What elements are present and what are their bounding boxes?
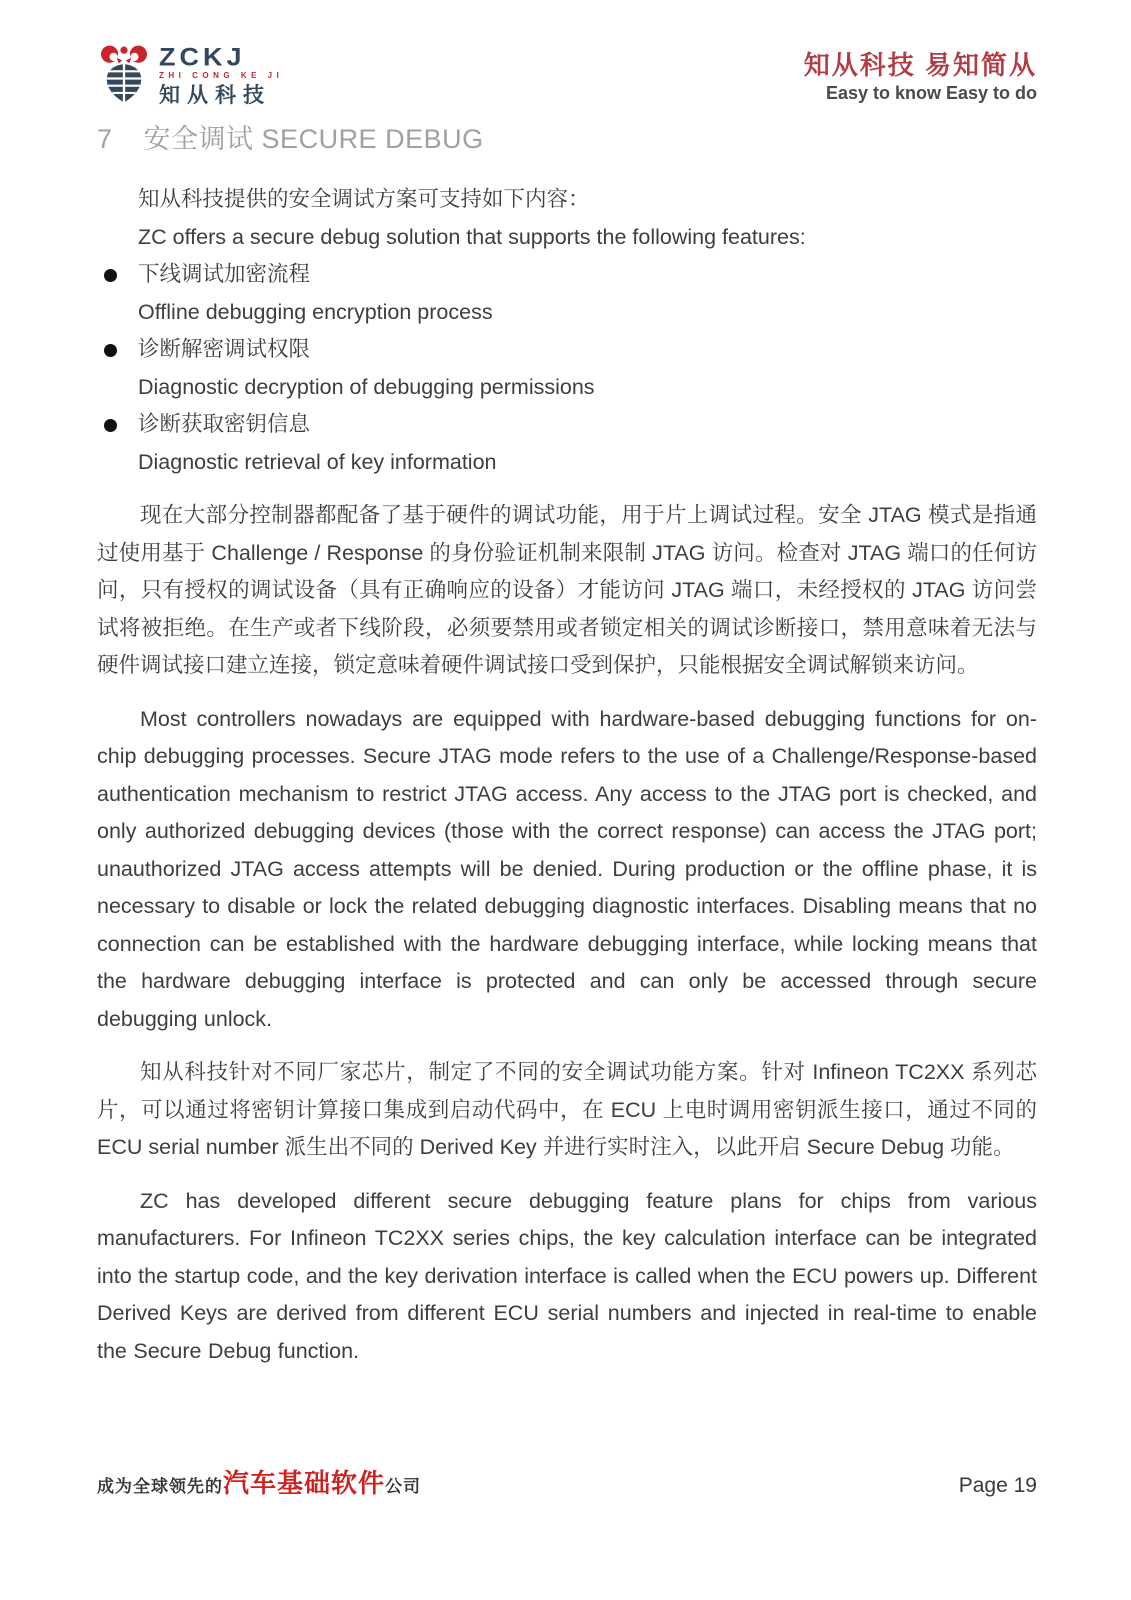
bullet-dot-icon bbox=[104, 344, 117, 357]
paragraph-en-chip-plans: ZC has developed different secure debugging feature plans for chips from various manufacturers. For Infineon TC2XX series chips, the key calculation interface can be integrated into the startup code, and the key derivation interface is called when the ECU powers up. Different Derived Keys are derived from different ECU serial numbers and injected in real-time to enable the Secure Debug function. bbox=[97, 1188, 1037, 1363]
footer-slogan-suffix: 公司 bbox=[385, 1477, 422, 1496]
page-footer bbox=[97, 1463, 1037, 1500]
intro-line-cn: 知从科技提供的安全调试方案可支持如下内容： bbox=[138, 187, 590, 211]
bullet-en: Diagnostic decryption of debugging permissions bbox=[138, 374, 595, 399]
bullet-cn: 诊断解密调试权限 bbox=[138, 337, 311, 361]
footer-slogan bbox=[97, 1463, 421, 1500]
section-heading bbox=[97, 123, 1037, 155]
footer-slogan-highlight: 汽车基础软件 bbox=[223, 1468, 386, 1498]
paragraph-cn-jtag: 现在大部分控制器都配备了基于硬件的调试功能，用于片上调试过程。安全 JTAG 模式是指通过使用基于 Challenge / Response 的身份验证机制来限制 JTAG 访问。检查对 JTAG 端口的任何访问，只有授权的调试设备（具有正确响应的设备）才能访问 JTAG 端口，未经授权的 JTAG 访问尝试将被拒绝。在生产或者下线阶段，必须要禁用或者锁定相关的调试诊断接口，禁用意味着无法与硬件调试接口建立连接，锁定意味着硬件调试接口受到保护，只能根据安全调试解锁来访问。 bbox=[97, 503, 1037, 677]
bullet-en: Offline debugging encryption process bbox=[138, 299, 493, 324]
page-header bbox=[97, 44, 1037, 109]
section-number: 7 bbox=[97, 124, 113, 154]
company-logo bbox=[97, 44, 283, 109]
logo-text bbox=[159, 44, 283, 109]
bullet-dot-icon bbox=[104, 269, 117, 282]
document-body bbox=[97, 181, 1037, 1370]
bullet-cn: 诊断获取密钥信息 bbox=[138, 412, 311, 436]
bullet-item bbox=[97, 256, 1037, 331]
intro-line-en: ZC offers a secure debug solution that supports the following features: bbox=[138, 224, 806, 249]
bullet-item bbox=[97, 331, 1037, 406]
bullet-item bbox=[97, 406, 1037, 481]
header-slogan-en: Easy to know Easy to do bbox=[825, 83, 1037, 103]
bullet-cn: 下线调试加密流程 bbox=[138, 262, 311, 286]
page-number: Page 19 bbox=[958, 1474, 1037, 1497]
zckj-beetle-emblem-icon bbox=[97, 44, 151, 104]
bullet-en: Diagnostic retrieval of key information bbox=[138, 449, 497, 474]
header-slogan bbox=[804, 44, 1037, 104]
footer-slogan-prefix: 成为全球领先的 bbox=[97, 1477, 223, 1496]
bullet-dot-icon bbox=[104, 419, 117, 432]
logo-wordmark-sub: ZHI CONG KE JI bbox=[159, 71, 284, 80]
paragraph-cn-chip-plans: 知从科技针对不同厂家芯片，制定了不同的安全调试功能方案。针对 Infineon TC2XX 系列芯片，可以通过将密钥计算接口集成到启动代码中，在 ECU 上电时调用密钥派生接口，通过不同的 ECU serial number 派生出不同的 Derived Key 并进行实时注入，以此开启 Secure Debug 功能。 bbox=[97, 1060, 1037, 1159]
header-slogan-cn: 知从科技 易知简从 bbox=[803, 50, 1037, 80]
logo-wordmark: ZCKJ bbox=[159, 43, 246, 71]
section-title: 安全调试 SECURE DEBUG bbox=[143, 124, 484, 154]
logo-brand-cn: 知从科技 bbox=[159, 84, 271, 107]
paragraph-en-jtag: Most controllers nowadays are equipped with hardware-based debugging functions for on-chip debugging processes. Secure JTAG mode refers to the use of a Challenge/Response-based authentication mechanism to restrict JTAG access. Any access to the JTAG port is checked, and only authorized debugging devices (those with the correct response) can access the JTAG port; unauthorized JTAG access attempts will be denied. During production or the offline phase, it is necessary to disable or lock the related debugging diagnostic interfaces. Disabling means that no connection can be established with the hardware debugging interface, while locking means that the hardware debugging interface is protected and can only be accessed through secure debugging unlock. bbox=[97, 706, 1037, 1031]
